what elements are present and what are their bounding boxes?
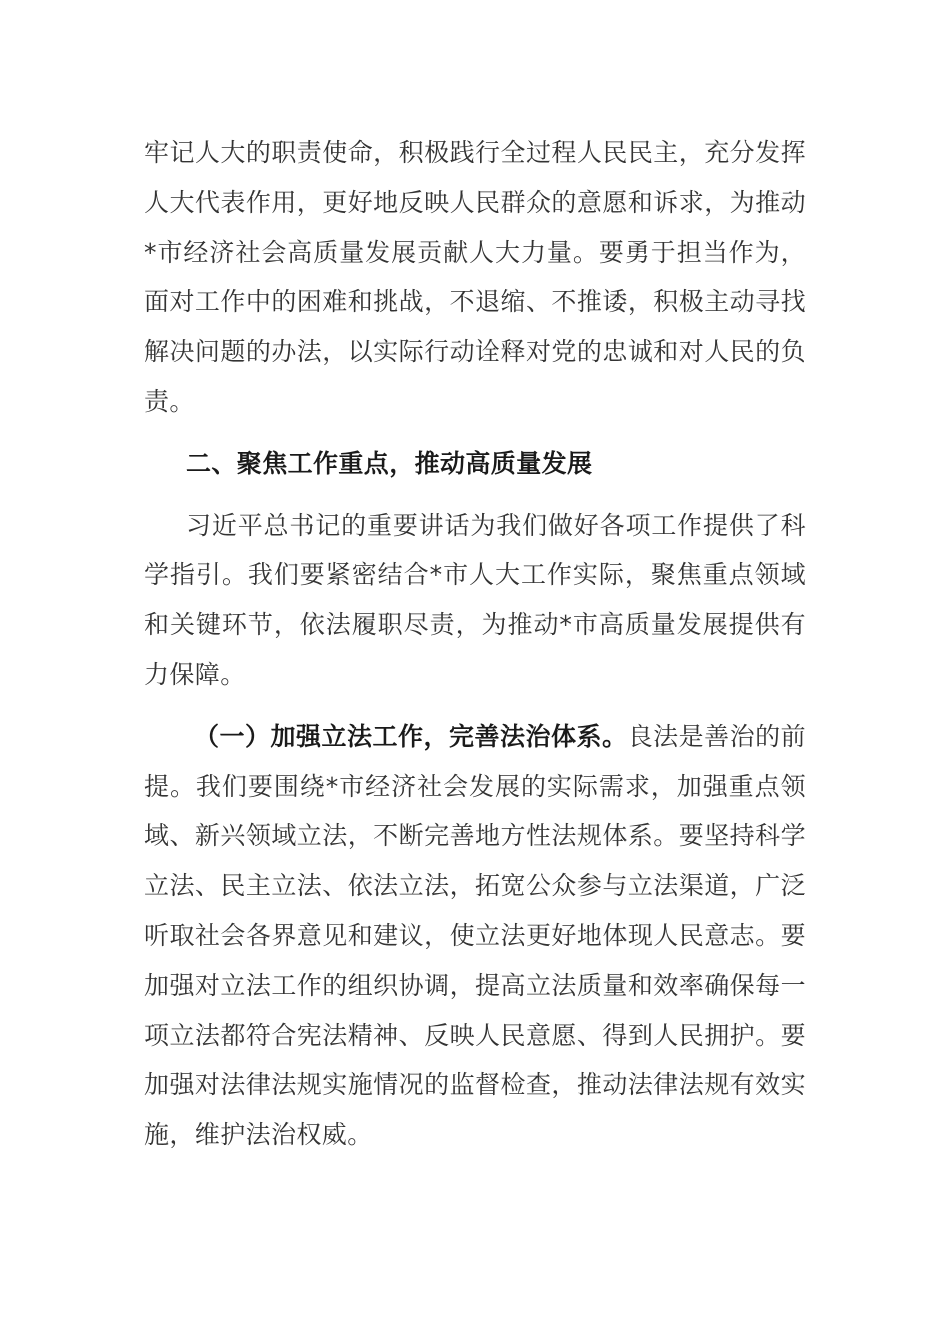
paragraph-continuation: 牢记人大的职责使命，积极践行全过程人民民主，充分发挥人大代表作用，更好地反映人民群众的意愿和诉求，为推动*市经济社会高质量发展贡献人大力量。要勇于担当作为，面对工作中的困难和挑战，不退缩、不推诿，积极主动寻找解决问题的办法，以实际行动诠释对党的忠诚和对人民的负责。 [144, 138, 806, 416]
subsection-lead: （一）加强立法工作，完善法治体系。 [194, 721, 628, 751]
section-heading-2: 二、聚焦工作重点，推动高质量发展 [186, 448, 593, 478]
subsection-body: 良法是善治的前提。我们要围绕*市经济社会发展的实际需求，加强重点领域、新兴领域立法，不断完善地方性法规体系。要坚持科学立法、民主立法、依法立法，拓宽公众参与立法渠道，广泛听取社会各界意见和建议，使立法更好地体现人民意志。要加强对立法工作的组织协调，提高立法质量和效率确保每一项立法都符合宪法精神、反映人民意愿、得到人民拥护。要加强对法律法规实施情况的监督检查，推动法律法规有效实施，维护法治权威。 [144, 721, 806, 1150]
paragraph-intro: 习近平总书记的重要讲话为我们做好各项工作提供了科学指引。我们要紧密结合*市人大工作实际，聚焦重点领域和关键环节，依法履职尽责，为推动*市高质量发展提供有力保障。 [144, 510, 806, 689]
document-page [144, 128, 806, 1160]
paragraph-subsection-1 [144, 712, 806, 1160]
